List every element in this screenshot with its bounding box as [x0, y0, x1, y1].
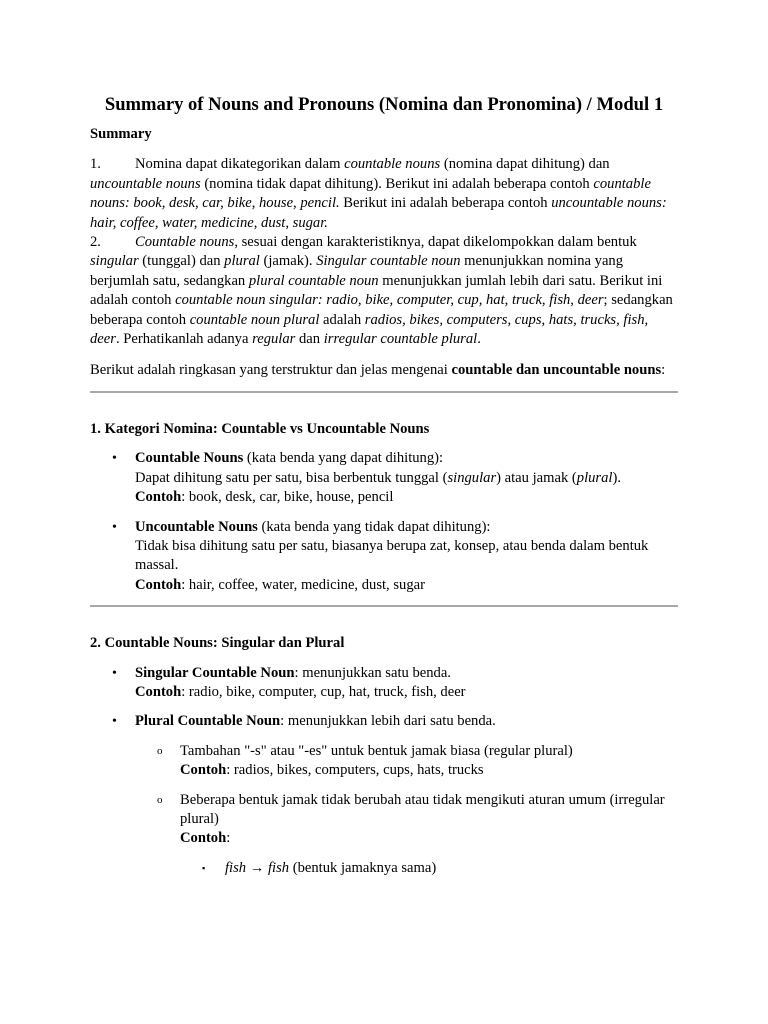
list-item-uncountable — [90, 518, 678, 596]
list-item-singular — [90, 664, 678, 703]
term-description: (kata benda yang tidak dapat dihitung): — [257, 518, 491, 535]
intro-paragraph — [90, 361, 678, 380]
text: . — [477, 331, 481, 348]
text: Berikut ini adalah beberapa contoh — [339, 195, 552, 212]
section-heading-2: 2. Countable Nouns: Singular dan Plural — [90, 635, 345, 652]
text: Tidak bisa dihitung satu per satu, biasanya berupa zat, konsep, atau benda dalam bentuk massal. — [135, 537, 649, 574]
text: Tambahan "-s" atau "-es" untuk bentuk jamak biasa (regular plural) — [180, 742, 573, 759]
text: menunjukkan jumlah lebih dari satu. Berikut ini adalah contoh — [90, 272, 663, 309]
term-label: Countable Nouns — [135, 450, 244, 467]
example-text: : book, desk, car, bike, house, pencil — [181, 489, 394, 506]
list-item-irregular-example — [180, 859, 678, 878]
italic-text: plural — [576, 469, 613, 486]
text: (nomina dapat dihitung) dan — [440, 156, 610, 173]
item-number: 1. — [90, 156, 101, 173]
bullet-icon: • — [112, 665, 117, 681]
italic-text: uncountable nouns — [90, 175, 201, 192]
category-list — [90, 449, 678, 595]
arrow-icon: → — [246, 859, 268, 876]
document-page — [90, 92, 678, 888]
circle-bullet-icon: o — [157, 793, 163, 806]
example-text: : radio, bike, computer, cup, hat, truck, fish, deer — [181, 683, 466, 700]
italic-text: irregular countable plural — [323, 331, 478, 348]
bullet-icon: • — [112, 714, 117, 730]
example-label: Contoh — [135, 683, 182, 700]
italic-text: singular — [90, 253, 139, 270]
singular-plural-list — [90, 664, 678, 879]
term-description: (kata benda yang dapat dihitung): — [243, 450, 444, 467]
text: : — [226, 830, 231, 847]
italic-text: regular — [252, 331, 296, 348]
horizontal-divider — [90, 605, 678, 607]
plural-sublist — [135, 742, 678, 878]
horizontal-divider — [90, 391, 678, 393]
term-label: Singular Countable Noun — [135, 664, 295, 681]
text: (jamak). — [259, 253, 317, 270]
list-item-countable — [90, 449, 678, 507]
bullet-icon: • — [112, 519, 117, 535]
italic-text: countable nouns — [344, 156, 441, 173]
bold-text: countable dan uncountable nouns — [451, 362, 662, 379]
term-label: Uncountable Nouns — [135, 518, 258, 535]
text: . Perhatikanlah adanya — [115, 331, 253, 348]
italic-text: singular — [447, 469, 497, 486]
italic-text: countable nouns: book, desk, car, bike, house, pencil. — [90, 175, 651, 212]
text: (bentuk jamaknya sama) — [289, 859, 437, 876]
summary-item-1 — [90, 155, 678, 233]
summary-label: Summary — [90, 126, 152, 142]
italic-text: radios, bikes, computers, cups, hats, trucks, fish, deer — [90, 311, 649, 348]
italic-text: countable noun plural — [189, 311, 320, 328]
text: adalah — [319, 311, 365, 328]
text: (nomina tidak dapat dihitung). Berikut ini adalah beberapa contoh — [200, 175, 594, 192]
term-description: : menunjukkan lebih dari satu benda. — [280, 713, 496, 730]
term-label: Plural Countable Noun — [135, 713, 281, 730]
list-item-plural — [90, 712, 678, 878]
term-description: : menunjukkan satu benda. — [294, 664, 451, 681]
text: Berikut adalah ringkasan yang terstruktur dan jelas mengenai — [90, 362, 452, 379]
text: menunjukkan nomina yang berjumlah satu, sedangkan — [90, 253, 624, 289]
bullet-icon: • — [112, 451, 117, 467]
irregular-examples-list — [180, 859, 678, 878]
italic-text: Countable nouns — [135, 234, 235, 251]
example-label: Contoh — [180, 762, 227, 779]
italic-text: uncountable nouns: hair, coffee, water, medicine, dust, sugar. — [90, 195, 667, 231]
section-heading-1: 1. Kategori Nomina: Countable vs Uncountable Nouns — [90, 420, 430, 437]
text: ) atau jamak ( — [496, 469, 577, 486]
text: , sesuai dengan karakteristiknya, dapat dikelompokkan dalam bentuk — [234, 234, 637, 251]
italic-text: plural — [224, 253, 260, 270]
list-item-regular-plural — [135, 742, 678, 781]
summary-item-2 — [90, 233, 678, 349]
square-bullet-icon: ▪ — [202, 862, 206, 873]
page-title: Summary of Nouns and Pronouns (Nomina dan Pronomina) / Modul 1 — [104, 94, 664, 115]
italic-text: fish — [267, 859, 290, 876]
text: Dapat dihitung satu per satu, bisa berbentuk tunggal ( — [135, 469, 448, 486]
list-item-irregular-plural — [135, 791, 678, 879]
text: Nomina dapat dikategorikan dalam — [135, 156, 345, 173]
text: ). — [612, 469, 621, 486]
text: (tunggal) dan — [138, 253, 225, 270]
example-label: Contoh — [135, 489, 182, 506]
item-number: 2. — [90, 234, 101, 251]
text: dan — [295, 331, 324, 348]
italic-text: fish — [225, 859, 247, 876]
example-label: Contoh — [135, 576, 182, 593]
example-text: : hair, coffee, water, medicine, dust, sugar — [181, 576, 425, 593]
text: Beberapa bentuk jamak tidak berubah atau tidak mengikuti aturan umum (irregular plural) — [180, 791, 665, 827]
example-label: Contoh — [180, 830, 227, 847]
italic-text: plural countable noun — [248, 272, 379, 289]
italic-text: Singular countable noun — [316, 253, 461, 270]
example-text: : radios, bikes, computers, cups, hats, trucks — [226, 762, 484, 779]
circle-bullet-icon: o — [157, 744, 163, 757]
text: ; sedangkan beberapa contoh — [90, 292, 673, 328]
italic-text: countable noun singular: radio, bike, computer, cup, hat, truck, fish, deer — [175, 292, 604, 309]
text: : — [661, 362, 666, 379]
